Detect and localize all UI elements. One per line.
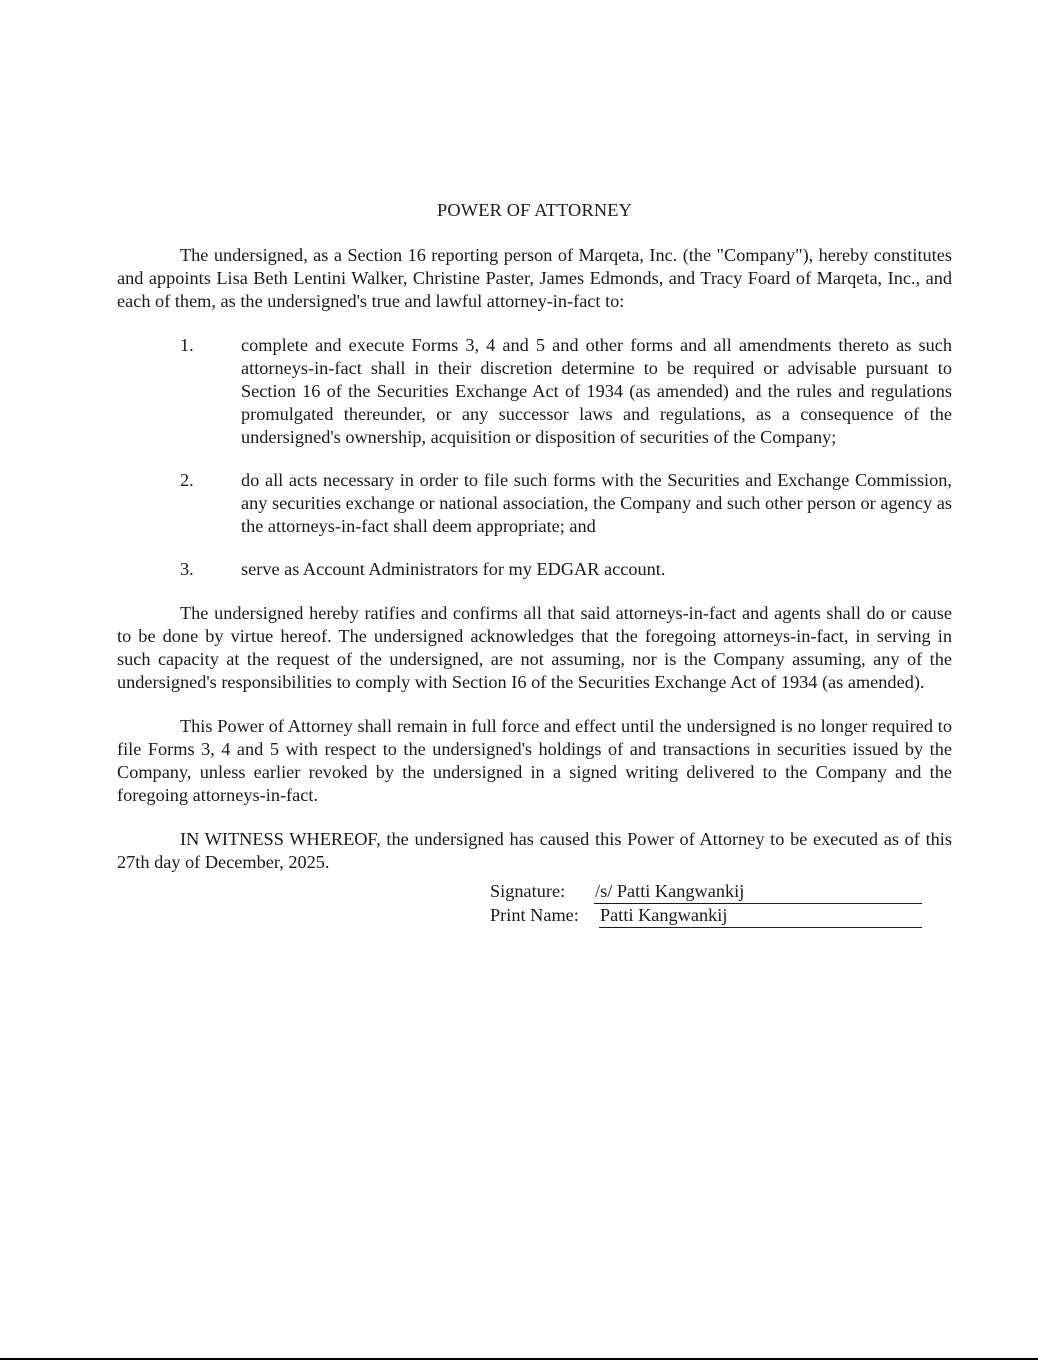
list-item-text: serve as Account Administrators for my EDGAR account.: [241, 559, 666, 579]
list-item-text: do all acts necessary in order to file such forms with the Securities and Exchange Commission, any securities exchange or national association, the Company and such other person or agency as the attorneys-in-fact shall deem appropriate; and: [241, 470, 952, 536]
list-item-number: 3.: [180, 559, 194, 579]
signature-row: [490, 880, 922, 904]
list-item: [117, 469, 952, 538]
list-item-text: complete and execute Forms 3, 4 and 5 and other forms and all amendments thereto as such attorneys-in-fact shall in their discretion determine to be required or advisable pursuant to Section 16 of the Securities Exchange Act of 1934 (as amended) and the rules and regulations promulgated thereunder, or any successor laws and regulations, as a consequence of the undersigned's ownership, acquisition or disposition of securities of the Company;: [241, 335, 952, 447]
signature-value: /s/ Patti Kangwankij: [595, 881, 745, 901]
print-name-value: Patti Kangwankij: [600, 905, 728, 925]
signature-label: Signature:: [490, 881, 566, 901]
document-body: [117, 199, 952, 928]
document-title: POWER OF ATTORNEY: [436, 200, 633, 220]
list-item: [117, 558, 952, 581]
list-item: [117, 334, 952, 449]
print-name-row: [490, 904, 922, 928]
duration-paragraph: This Power of Attorney shall remain in full force and effect until the undersigned is no longer required to file Forms 3, 4 and 5 with respect to the undersigned's holdings of and transactions in securities issued by the Company, unless earlier revoked by the undersigned in a signed writing delivered to the Company and the foregoing attorneys-in-fact.: [117, 716, 952, 805]
intro-paragraph: The undersigned, as a Section 16 reporting person of Marqeta, Inc. (the "Company"), hereby constitutes and appoints Lisa Beth Lentini Walker, Christine Paster, James Edmonds, and Tracy Foard of Marqeta, Inc., and each of them, as the undersigned's true and lawful attorney-in-fact to:: [117, 245, 952, 311]
ratification-paragraph: The undersigned hereby ratifies and confirms all that said attorneys-in-fact and agents shall do or cause to be done by virtue hereof. The undersigned acknowledges that the foregoing attorneys-in-fact, in serving in such capacity at the request of the undersigned, are not assuming, nor is the Company assuming, any of the undersigned's responsibilities to comply with Section I6 of the Securities Exchange Act of 1934 (as amended).: [117, 603, 952, 692]
signature-block: [490, 880, 922, 928]
witness-paragraph: IN WITNESS WHEREOF, the undersigned has caused this Power of Attorney to be executed as of this 27th day of December, 2025.: [117, 829, 952, 872]
list-item-number: 1.: [180, 335, 194, 355]
print-name-label: Print Name:: [490, 905, 579, 925]
list-item-number: 2.: [180, 470, 194, 490]
page-bottom-rule: [0, 1358, 1038, 1360]
